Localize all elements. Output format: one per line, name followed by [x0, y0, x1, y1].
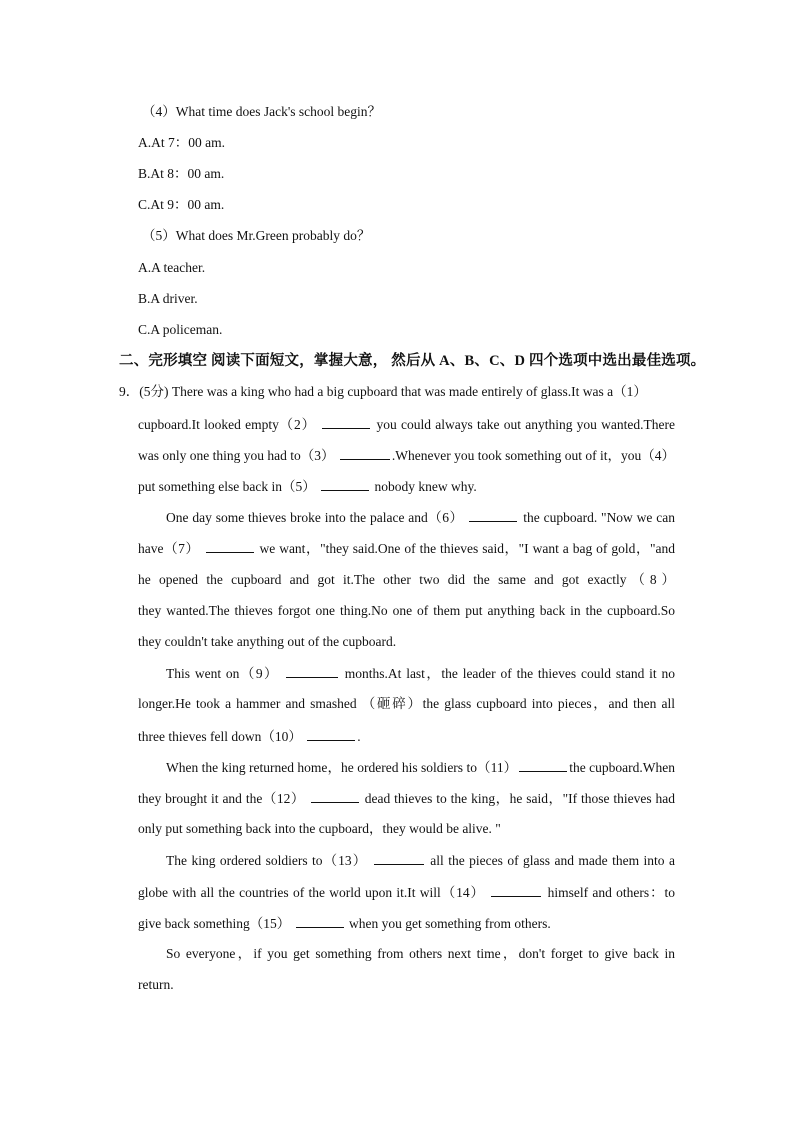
blank-15[interactable] — [296, 914, 344, 928]
cloze-text: When the king returned home，he ordered his soldiers to（11） — [166, 760, 518, 775]
blank-3[interactable] — [340, 446, 390, 460]
blank-11[interactable] — [519, 758, 567, 772]
cloze-line-1: 9．(5分) There was a king who had a big cupboard that was made entirely of glass.It was a（1） — [119, 384, 647, 399]
cloze-text: . — [357, 729, 361, 744]
cloze-line-9: they couldn't take anything out of the cupboard. — [138, 634, 397, 649]
blank-5[interactable] — [321, 477, 369, 491]
cloze-line-11: longer.He took a hammer and smashed （砸碎）the glass cupboard into pieces，and then all — [138, 696, 675, 711]
cloze-text: the cupboard.When — [569, 760, 675, 775]
blank-7[interactable] — [206, 539, 254, 553]
cloze-line-8: they wanted.The thieves forgot one thing.No one of them put anything back in the cupboard.So — [138, 603, 675, 618]
cloze-text: himself and others：to — [547, 885, 675, 900]
cloze-line-20: return. — [138, 977, 174, 992]
question-4-stem: （4）What time does Jack's school begin？ — [142, 104, 382, 119]
blank-14[interactable] — [491, 883, 541, 897]
section-heading: 二、完形填空 阅读下面短文，掌握大意， 然后从 A、B、C、D 四个选项中选出最佳选项。 — [119, 353, 706, 369]
cloze-line-18 — [138, 914, 675, 933]
cloze-line-16 — [166, 851, 675, 870]
cloze-text: was only one thing you had to（3） — [138, 448, 335, 463]
cloze-line-4 — [138, 477, 675, 496]
cloze-line-10 — [166, 664, 675, 683]
cloze-line-7: he opened the cupboard and got it.The other two did the same and got exactly（8） — [138, 572, 675, 587]
cloze-text: nobody knew why. — [374, 479, 477, 494]
cloze-text: globe with all the countries of the world upon it.It will（14） — [138, 885, 485, 900]
cloze-line-6 — [138, 539, 675, 558]
cloze-line-12 — [138, 727, 675, 746]
cloze-text: you could always take out anything you wanted.There — [376, 417, 676, 432]
question-4-option-b[interactable]: B.At 8：00 am. — [138, 166, 225, 181]
cloze-text: they brought it and the（12） — [138, 791, 305, 806]
blank-2[interactable] — [322, 415, 370, 429]
cloze-text: all the pieces of glass and made them into a — [430, 853, 675, 868]
cloze-line-2 — [138, 415, 675, 434]
cloze-line-19: So everyone，if you get something from others next time，don't forget to give back in — [166, 946, 675, 961]
cloze-text: have（7） — [138, 541, 200, 556]
question-5-option-a[interactable]: A.A teacher. — [138, 260, 206, 275]
cloze-text: One day some thieves broke into the palace and（6） — [166, 510, 464, 525]
cloze-text: cupboard.It looked empty（2） — [138, 417, 317, 432]
cloze-text: the cupboard. "Now we can — [523, 510, 676, 525]
cloze-text: This went on（9） — [166, 666, 280, 681]
blank-12[interactable] — [311, 789, 359, 803]
cloze-line-15: only put something back into the cupboard，they would be alive. " — [138, 821, 501, 836]
blank-9[interactable] — [286, 664, 338, 678]
cloze-text: dead thieves to the king，he said，"If those thieves had — [364, 791, 675, 806]
cloze-text: three thieves fell down（10） — [138, 729, 302, 744]
question-5-option-b[interactable]: B.A driver. — [138, 291, 198, 306]
cloze-line-14 — [138, 789, 675, 808]
cloze-line-5 — [166, 508, 675, 527]
cloze-text: months.At last，the leader of the thieves could stand it no — [344, 666, 676, 681]
cloze-text: we want，"they said.One of the thieves said，"I want a bag of gold，"and — [259, 541, 676, 556]
question-4-option-c[interactable]: C.At 9：00 am. — [138, 197, 225, 212]
cloze-line-17 — [138, 883, 675, 902]
cloze-text: The king ordered soldiers to（13） — [166, 853, 368, 868]
blank-13[interactable] — [374, 851, 424, 865]
cloze-line-3 — [138, 446, 675, 465]
blank-6[interactable] — [469, 508, 517, 522]
question-5-option-c[interactable]: C.A policeman. — [138, 322, 223, 337]
cloze-text: when you get something from others. — [348, 916, 551, 931]
cloze-line-13 — [166, 758, 675, 777]
question-4-option-a[interactable]: A.At 7：00 am. — [138, 135, 225, 150]
question-5-stem: （5）What does Mr.Green probably do？ — [142, 228, 371, 243]
cloze-text: give back something（15） — [138, 916, 291, 931]
cloze-text: put something else back in（5） — [138, 479, 316, 494]
cloze-text: .Whenever you took something out of it，you（4） — [391, 448, 676, 463]
blank-10[interactable] — [307, 727, 355, 741]
